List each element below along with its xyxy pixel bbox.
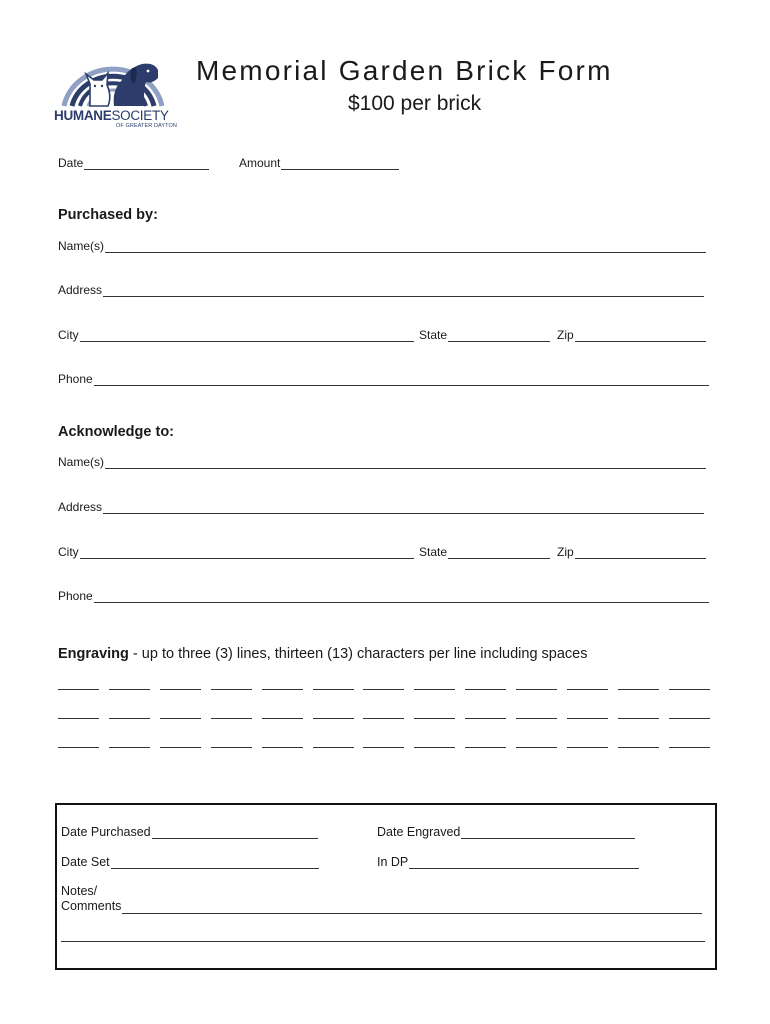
date-set-input-line[interactable] — [111, 856, 319, 869]
engraving-character-blank[interactable] — [58, 747, 99, 748]
engraving-character-blank[interactable] — [313, 718, 354, 719]
state-input-line[interactable] — [448, 546, 550, 559]
engraving-character-blank[interactable] — [567, 689, 608, 690]
zip-label: Zip — [557, 545, 574, 559]
date-set-label: Date Set — [61, 855, 110, 869]
city-label: City — [58, 545, 79, 559]
names-input-line[interactable] — [105, 240, 706, 253]
date-set-field[interactable] — [61, 855, 319, 869]
org-name — [54, 108, 169, 123]
city-input-line[interactable] — [80, 329, 414, 342]
ack-phone-field[interactable] — [58, 589, 709, 603]
price-subtitle: $100 per brick — [348, 92, 482, 115]
engraving-character-blank[interactable] — [414, 718, 455, 719]
date-purchased-field[interactable] — [61, 825, 318, 839]
engraving-character-blank[interactable] — [618, 718, 659, 719]
ack-zip-field[interactable] — [557, 545, 706, 559]
in-dp-label: In DP — [377, 855, 409, 869]
engraving-character-blank[interactable] — [516, 747, 557, 748]
date-field[interactable] — [58, 156, 209, 170]
engraving-character-blank[interactable] — [262, 718, 303, 719]
ack-address-field[interactable] — [58, 500, 704, 514]
engraving-character-blank[interactable] — [465, 689, 506, 690]
engraving-character-blank[interactable] — [262, 689, 303, 690]
zip-input-line[interactable] — [575, 546, 706, 559]
date-engraved-input-line[interactable] — [461, 826, 635, 839]
address-input-line[interactable] — [103, 284, 704, 297]
phone-input-line[interactable] — [94, 373, 709, 386]
purchaser-address-field[interactable] — [58, 283, 704, 297]
engraving-character-blank[interactable] — [669, 689, 710, 690]
engraving-character-blank[interactable] — [363, 689, 404, 690]
city-label: City — [58, 328, 79, 342]
zip-input-line[interactable] — [575, 329, 706, 342]
engraving-line — [58, 718, 710, 720]
engraving-character-blank[interactable] — [516, 718, 557, 719]
page-title: Memorial Garden Brick Form — [196, 55, 613, 86]
cat-dog-arch-icon — [50, 50, 180, 110]
engraving-character-blank[interactable] — [211, 747, 252, 748]
address-label: Address — [58, 500, 103, 514]
in-dp-input-line[interactable] — [409, 856, 639, 869]
engraving-heading-bold: Engraving — [58, 646, 129, 662]
names-label: Name(s) — [58, 239, 105, 253]
engraving-heading — [58, 646, 588, 662]
engraving-character-blank[interactable] — [160, 747, 201, 748]
engraving-character-blank[interactable] — [567, 747, 608, 748]
address-label: Address — [58, 283, 103, 297]
engraving-character-blank[interactable] — [669, 747, 710, 748]
address-input-line[interactable] — [103, 501, 704, 514]
state-label: State — [419, 545, 448, 559]
purchaser-zip-field[interactable] — [557, 328, 706, 342]
engraving-character-blank[interactable] — [160, 718, 201, 719]
engraving-character-blank[interactable] — [211, 689, 252, 690]
comments-label: Comments — [61, 899, 122, 913]
zip-label: Zip — [557, 328, 574, 342]
names-input-line[interactable] — [105, 456, 706, 469]
in-dp-field[interactable] — [377, 855, 639, 869]
engraving-character-blank[interactable] — [58, 689, 99, 690]
org-name-light: SOCIETY — [111, 108, 169, 123]
purchaser-city-field[interactable] — [58, 328, 414, 342]
notes-comments-field[interactable] — [61, 884, 702, 914]
engraving-character-blank[interactable] — [414, 689, 455, 690]
engraving-character-blank[interactable] — [58, 718, 99, 719]
purchaser-names-field[interactable] — [58, 239, 706, 253]
amount-field[interactable] — [239, 156, 399, 170]
phone-label: Phone — [58, 372, 93, 386]
engraving-character-blank[interactable] — [363, 747, 404, 748]
engraving-character-blank[interactable] — [414, 747, 455, 748]
acknowledge-to-heading: Acknowledge to: — [58, 424, 175, 440]
city-input-line[interactable] — [80, 546, 414, 559]
engraving-heading-rest: - up to three (3) lines, thirteen (13) characters per line including spaces — [128, 646, 588, 662]
phone-input-line[interactable] — [94, 590, 709, 603]
engraving-character-blank[interactable] — [465, 747, 506, 748]
date-label: Date — [58, 156, 84, 170]
date-engraved-field[interactable] — [377, 825, 635, 839]
date-engraved-label: Date Engraved — [377, 825, 461, 839]
state-label: State — [419, 328, 448, 342]
engraving-character-blank[interactable] — [618, 689, 659, 690]
engraving-character-blank[interactable] — [669, 718, 710, 719]
purchased-by-heading: Purchased by: — [58, 207, 158, 223]
engraving-character-blank[interactable] — [109, 718, 150, 719]
engraving-character-blank[interactable] — [211, 718, 252, 719]
date-input-line[interactable] — [84, 157, 209, 170]
phone-label: Phone — [58, 589, 93, 603]
amount-input-line[interactable] — [281, 157, 399, 170]
office-use-box — [55, 803, 717, 970]
engraving-line — [58, 747, 710, 749]
engraving-character-blank[interactable] — [109, 747, 150, 748]
engraving-character-blank[interactable] — [109, 689, 150, 690]
engraving-character-blank[interactable] — [363, 718, 404, 719]
notes-label: Notes/ — [61, 884, 98, 898]
ack-names-field[interactable] — [58, 455, 706, 469]
ack-city-field[interactable] — [58, 545, 414, 559]
engraving-character-blank[interactable] — [313, 689, 354, 690]
date-purchased-label: Date Purchased — [61, 825, 151, 839]
engraving-line — [58, 689, 710, 691]
engraving-character-blank[interactable] — [567, 718, 608, 719]
state-input-line[interactable] — [448, 329, 550, 342]
comments-extra-line[interactable] — [61, 941, 705, 942]
comments-input-line[interactable] — [122, 901, 702, 914]
amount-label: Amount — [239, 156, 281, 170]
org-name-bold: HUMANE — [54, 108, 112, 123]
purchaser-phone-field[interactable] — [58, 372, 709, 386]
engraving-character-blank[interactable] — [160, 689, 201, 690]
engraving-character-blank[interactable] — [313, 747, 354, 748]
engraving-character-blank[interactable] — [262, 747, 303, 748]
org-subtitle: OF GREATER DAYTON — [116, 123, 177, 129]
purchaser-state-field[interactable] — [419, 328, 550, 342]
engraving-character-blank[interactable] — [618, 747, 659, 748]
date-purchased-input-line[interactable] — [152, 826, 318, 839]
engraving-character-blank[interactable] — [516, 689, 557, 690]
humane-society-logo — [50, 50, 180, 134]
names-label: Name(s) — [58, 455, 105, 469]
engraving-character-blank[interactable] — [465, 718, 506, 719]
ack-state-field[interactable] — [419, 545, 550, 559]
